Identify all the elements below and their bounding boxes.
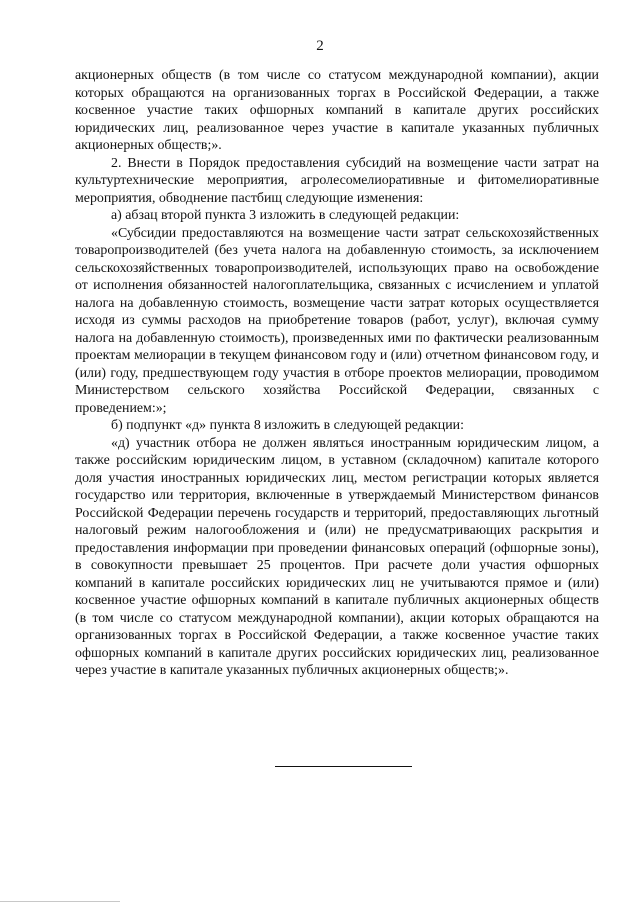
- paragraph-subitem-b: б) подпункт «д» пункта 8 изложить в следующей редакции:: [111, 418, 464, 433]
- scan-edge-line: [0, 901, 120, 902]
- end-separator-line: [275, 766, 412, 767]
- paragraph-selection-quote: «д) участник отбора не должен являться иностранным юридическим лицом, а также российским юридическим лицом, в уставном (складочном) капитале которого доля участия иностранных юридических лиц, местом регистрации которых является государство или территория, включенные в утверждаемый Министерством финансов Российской Федерации перечень государств и территорий, предоставляющих льготный налоговый режим налогообложения и (или) не предусматривающих раскрытия и предоставления информации при проведении финансовых операций (офшорные зоны), в совокупности превышает 25 процентов. При расчете доли участия офшорных компаний в капитале российских юридических лиц не учитываются прямое и (или) косвенное участие офшорных компаний в капитале публичных акционерных обществ (в том числе со статусом международной компании), акции которых обращаются на организованных торгах в Российской Федерации, а также косвенное участие таких офшорных компаний в капитале других российских юридических лиц, реализованное через участие в капитале указанных публичных акционерных обществ;».: [75, 435, 599, 678]
- paragraph-subitem-a: а) абзац второй пункта 3 изложить в следующей редакции:: [111, 208, 460, 223]
- paragraph-subsidies-quote: «Субсидии предоставляются на возмещение части затрат сельскохозяйственных товаропроизводителей (без учета налога на добавленную стоимость, за исключением сельскохозяйственных товаропроизводителей, использующих право на освобождение от исполнения обязанностей налогоплательщика, связанных с исчислением и уплатой налога на добавленную стоимость, возмещение части затрат которых осуществляется исходя из суммы расходов на приобретение товаров (работ, услуг), включая сумму налога на добавленную стоимость), произведенных ими по фактически реализованным проектам мелиорации в текущем финансовом году и (или) отчетном финансовом году, и (или) году, предшествующем году участия в отборе проектов мелиорации, проводимом Министерством сельского хозяйства Российской Федерации, связанных с проведением:»;: [75, 225, 599, 416]
- page-number: 2: [316, 38, 324, 54]
- paragraph-item-2: 2. Внести в Порядок предоставления субсидий на возмещение части затрат на культуртехнические мероприятия, агролесомелиоративные и фитомелиоративные мероприятия, обводнение пастбищ следующие изменения:: [75, 155, 599, 206]
- paragraph-continuation: акционерных обществ (в том числе со статусом международной компании), акции которых обращаются на организованных торгах в Российской Федерации, а также косвенное участие таких офшорных компаний в капитале других российских юридических лиц, реализованное через участие в капитале указанных публичных акционерных обществ;».: [75, 68, 599, 153]
- document-body: [75, 67, 599, 680]
